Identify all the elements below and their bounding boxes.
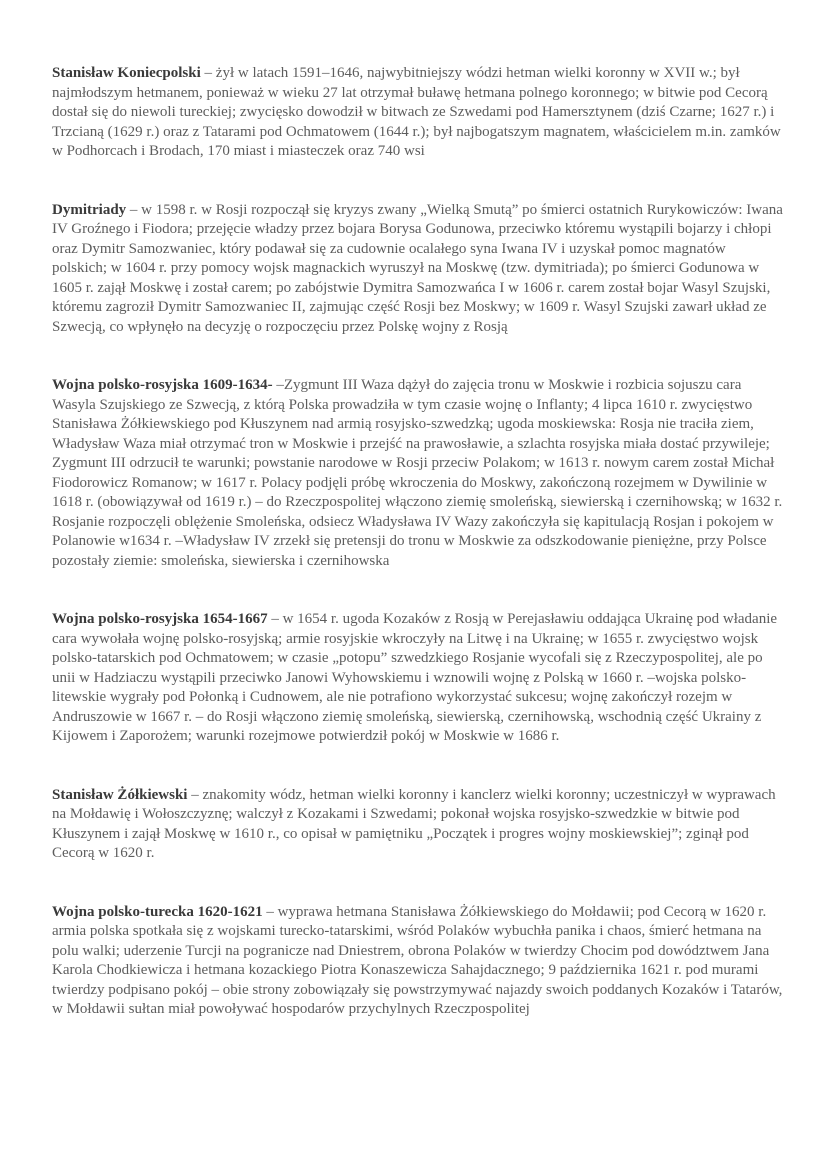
- paragraph-body: –Zygmunt III Waza dążył do zajęcia tronu w Moskwie i rozbicia sojuszu cara Wasyla Szujskiego ze Szwecją, z którą Polska prowadziła w tym czasie wojnę o Inflanty; 4 lipca 1610 r. zwycięstwo Stanisława Żółkiewskiego pod Kłuszynem nad armią rosyjsko-szwedzką; ugoda moskiewska: Rosja nie traciła ziem, Władysław Waza miał otrzymać tron w Moskwie i przejść na prawosławie, a szlachta rosyjska miała dostać przywileje; Zygmunt III odrzucił te warunki; powstanie narodowe w Rosji przeciw Polakom; w 1613 r. nowym carem został Michał Fiodorowicz Romanow; w 1617 r. Polacy podjęli próbę wkroczenia do Moskwy, zakończoną rozejmem w Dywilinie w 1618 r. (obowiązywał od 1619 r.) – do Rzeczpospolitej włączono ziemię smoleńską, siewierską i czernihowską; w 1632 r. Rosjanie rozpoczęli oblężenie Smoleńska, odsiecz Władysława IV Wazy zakończyła się kapitulacją Rosjan i pokojem w Polanowie w1634 r. –Władysław IV zrzekł się pretensji do tronu w Moskwie za odszkodowanie pieniężne, przy Polsce pozostały ziemie: smoleńska, siewierska i czernihowska: [52, 377, 783, 569]
- paragraph-dymitriady: [52, 201, 784, 338]
- paragraph-body: – wyprawa hetmana Stanisława Żółkiewskiego do Mołdawii; pod Cecorą w 1620 r. armia polska spotkała się z wojskami turecko-tatarskimi, wśród Polaków wybuchła panika i chaos, śmierć hetmana na polu walki; uderzenie Turcji na pogranicze nad Dniestrem, obrona Polaków w twierdzy Chocim pod dowództwem Jana Karola Chodkiewicza i hetmana kozackiego Piotra Konaszewicza Sahajdacznego; 9 października 1621 r. pod murami twierdzy podpisano pokój – obie strony zobowiązały się powstrzymywać najazdy swoich poddanych Kozaków i Tatarów, w Mołdawii sułtan miał powoływać hospodarów przychylnych Rzeczpospolitej: [52, 903, 783, 1017]
- paragraph-term: Wojna polsko-turecka 1620-1621: [52, 903, 263, 920]
- paragraph-wojna-turecka-1620-1621: [52, 903, 784, 1020]
- paragraph-term: Dymitriady: [52, 201, 127, 218]
- paragraph-zolkiewski: [52, 786, 784, 864]
- paragraph-koniecpolski: [52, 64, 784, 162]
- paragraph-term: Stanisław Koniecpolski: [52, 65, 201, 81]
- paragraph-body: – znakomity wódz, hetman wielki koronny i kanclerz wielki koronny; uczestniczył w wyprawach na Mołdawię i Wołoszczyznę; walczył z Kozakami i Szwedami; pokonał wojska rosyjsko-szwedzkie w bitwie pod Kłuszynem i zajął Moskwę w 1610 r., co opisał w pamiętniku „Początek i progres wojny moskiewskiej”; zginął pod Cecorą w 1620 r.: [52, 786, 776, 861]
- paragraph-term: Wojna polsko-rosyjska 1609-1634-: [52, 377, 273, 393]
- paragraph-wojna-1654-1667: [52, 610, 784, 747]
- paragraph-wojna-1609-1634: [52, 376, 784, 571]
- paragraph-body: – w 1598 r. w Rosji rozpoczął się kryzys zwany „Wielką Smutą” po śmierci ostatnich Rurykowiczów: Iwana IV Groźnego i Fiodora; przejęcie władzy przez bojara Borysa Godunowa, przeciwko któremu wystąpili bojarzy i chłopi oraz Dymitr Samozwaniec, który podawał się za cudownie ocalałego syna Iwana IV i uzyskał pomoc magnatów polskich; w 1604 r. przy pomocy wojsk magnackich wyruszył na Moskwę (tzw. dymitriada); po śmierci Godunowa w 1605 r. zajął Moskwę i został carem; po zabójstwie Dymitra Samozwańca I w 1606 r. carem został bojar Wasyl Szujski, któremu zagroził Dymitr Samozwaniec II, zajmując część Rosji bez Moskwy; w 1609 r. Wasyl Szujski zawarł układ ze Szwecją, co wpłynęło na decyzję o rozpoczęciu przez Polskę wojny z Rosją: [52, 201, 783, 335]
- paragraph-body: – żył w latach 1591–1646, najwybitniejszy wódzi hetman wielki koronny w XVII w.; był najmłodszym hetmanem, ponieważ w wieku 27 lat otrzymał buławę hetmana polnego koronnego; w bitwie pod Cecorą dostał się do niewoli tureckiej; zwycięsko dowodził w bitwach ze Szwedami pod Hamersztynem (dziś Czarne; 1627 r.) i Trzcianą (1629 r.) oraz z Tatarami pod Ochmatowem (1644 r.); był najbogatszym magnatem, właścicielem m.in. zamków w Podhorcach i Brodach, 170 miast i miasteczek oraz 740 wsi: [52, 65, 781, 159]
- paragraph-term: Stanisław Żółkiewski: [52, 786, 188, 803]
- paragraph-body: – w 1654 r. ugoda Kozaków z Rosją w Perejasławiu oddająca Ukrainę pod władanie cara wywołała wojnę polsko-rosyjską; armie rosyjskie wkroczyły na Litwę i na Ukrainę; w 1655 r. zwycięstwo wojsk polsko-tatarskich pod Ochmatowem; w czasie „potopu” szwedzkiego Rosjanie wycofali się z Rzeczypospolitej, ale po unii w Hadziaczu wystąpili przeciwko Janowi Wyhowskiemu i wznowili wojnę z Polską w 1660 r. –wojska polsko-litewskie wygrały pod Połonką i Cudnowem, ale nie potrafiono wykorzystać sukcesu; wojnę zakończył rozejm w Andruszowie w 1667 r. – do Rosji włączono ziemię smoleńską, siewierską, czernihowską, wschodnią część Ukrainy z Kijowem i Zaporożem; warunki rozejmowe potwierdził pokój w Moskwie w 1686 r.: [52, 611, 778, 744]
- paragraph-term: Wojna polsko-rosyjska 1654-1667: [52, 611, 268, 627]
